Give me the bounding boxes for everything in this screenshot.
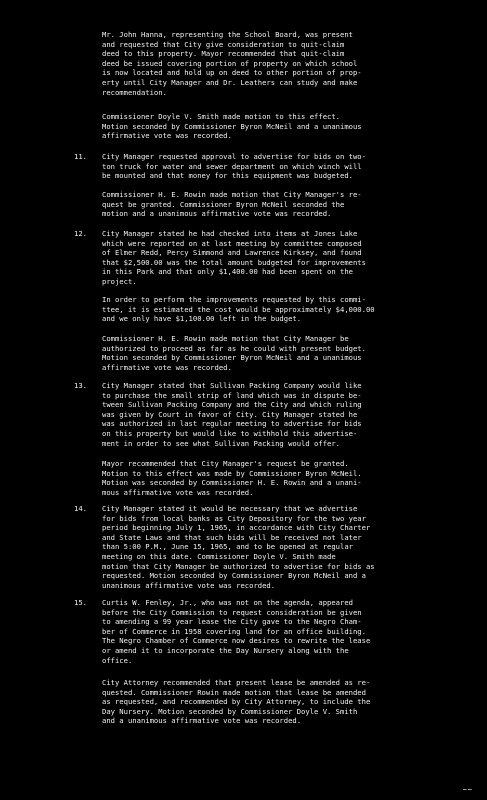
text-line: tween Sullivan Packing Company and the City and which ruling [102,400,362,410]
text-line: Motion seconded by Commissioner Byron McNeil and a unanimous [102,121,362,131]
text-line: deed to this property. Mayor recommended that quit-claim [102,49,345,59]
text-line: The Negro Chamber of Commerce now desires to rewrite the lease [102,636,371,646]
item-text [102,229,472,287]
text-line: erty until City Manager and Dr. Leathers can study and make [102,77,358,87]
text-line: ber of Commerce in 1958 covering land for an office building. [102,626,366,636]
text-line: Commissioner H. E. Rowin made motion that City Manager's re- [102,190,362,199]
text-line: which were reported on at last meeting by committee composed [102,238,362,248]
text-line: ttee, it is estimated the cost would be approximately $4,000.00 [102,304,375,314]
item-number: 13. [74,381,87,390]
text-line: authorized to proceed as far as he could with present budget. [102,343,366,353]
item-text [102,504,472,590]
text-line: quested. Commissioner Rowin made motion that lease be amended [102,687,366,697]
text-line: office. [102,655,133,665]
text-line: Mr. John Hanna, representing the School Board, was present [102,30,353,39]
text-line: on this property but would like to withhold this advertise- [102,428,358,438]
text-line: affirmative vote was recorded. [102,131,232,141]
text-line: unanimous affirmative vote was recorded. [102,580,276,590]
text-line: was given by Court in favor of City. City Manager stated he [102,409,358,419]
item-text [102,598,472,665]
item-text [102,190,472,219]
text-line: Motion seconded by Commissioner Byron McNeil and a unanimous [102,353,362,363]
item-number: 15. [74,598,87,607]
text-line: of Elmer Redd, Percy Simmond and Lawrence Kirksey, and found [102,248,362,258]
text-line: Commissioner Doyle V. Smith made motion to this effect. [102,112,340,121]
item-text [102,334,472,372]
text-line: and a unanimous affirmative vote was recorded. [102,716,302,726]
text-line: period beginning July 1, 1965, in accordance with City Charter [102,523,371,533]
item-number: 12. [74,229,87,238]
text-line: quest be granted. Commissioner Byron McNeil seconded the [102,199,345,209]
text-line: mous affirmative vote was recorded. [102,487,254,497]
text-line: project. [102,276,137,286]
text-line: Day Nursery. Motion seconded by Commissioner Doyle V. Smith [102,706,358,716]
text-line: motion that City Manager be authorized to advertise for bids as [102,561,375,571]
text-line: Motion to this effect was made by Commissioner Byron McNeil. [102,468,362,478]
paragraph-motion-smith [102,112,472,141]
text-line: recommendation. [102,87,167,97]
item-text [102,295,472,324]
text-line: deed be issued covering portion of property on which school [102,58,358,68]
item-number: 11. [74,152,87,161]
text-line: as requested, and recommended by City Attorney, to include the [102,697,371,707]
text-line: for bids from local banks as City Depository for the two year [102,513,366,523]
text-line: ton truck for water and sewer department on which winch will [102,161,362,171]
text-line: Commissioner H. E. Rowin made motion that City Manager be [102,334,349,343]
text-line: City Manager stated that Sullivan Packing Company would like [102,381,362,390]
text-line: and requested that City give consideration to quit-claim [102,39,345,49]
text-line: In order to perform the improvements requested by this commi- [102,295,366,304]
text-line: City Manager stated it would be necessary that we advertise [102,504,358,513]
text-line: or amend it to incorporate the Day Nursery along with the [102,645,349,655]
item-text [102,678,472,726]
text-line: ment in order to see what Sullivan Packing would offer. [102,438,340,448]
text-line: motion and a unanimous affirmative vote was recorded. [102,209,332,219]
text-line: affirmative vote was recorded. [102,362,232,372]
item-text [102,459,472,497]
text-line: requested. Motion seconded by Commissioner Byron McNeil and a [102,571,366,581]
item-number: 14. [74,504,87,513]
text-line: City Attorney recommended that present lease be amended as re- [102,678,371,687]
text-line: than 5:00 P.M., June 15, 1965, and to be opened at regular [102,542,353,552]
text-line: to amending a 99 year lease the City gave to the Negro Cham- [102,617,362,627]
corner-mark: ~~ [462,786,473,795]
text-line: Motion was seconded by Commissioner H. E. Rowin and a unani- [102,478,362,488]
text-line: meeting on this date. Commissioner Doyle V. Smith made [102,551,336,561]
text-line: City Manager requested approval to advertise for bids on two- [102,152,366,161]
text-line: and we only have $1,100.00 left in the budget. [102,314,302,324]
text-line: and State Laws and that such bids will be received not later [102,532,362,542]
text-line: in this Park and that only $1,400.00 had been spent on the [102,267,353,277]
text-line: to purchase the small strip of land which was in dispute be- [102,390,362,400]
text-line: Curtis W. Fenley, Jr., who was not on the agenda, appeared [102,598,353,607]
text-line: is now located and hold up on deed to other portion of prop- [102,68,362,78]
text-line: be mounted and that money for this equipment was budgeted. [102,171,353,181]
item-text [102,152,472,181]
text-line: City Manager stated he had checked into items at Jones Lake [102,229,358,238]
text-line: was authorized in last regular meeting to advertise for bids [102,419,362,429]
paragraph-school-board [102,30,472,97]
item-text [102,381,472,448]
text-line: before the City Commission to request consideration be given [102,607,362,617]
text-line: Mayor recommended that City Manager's request be granted. [102,459,349,468]
text-line: that $2,500.00 was the total amount budgeted for improvements [102,257,366,267]
